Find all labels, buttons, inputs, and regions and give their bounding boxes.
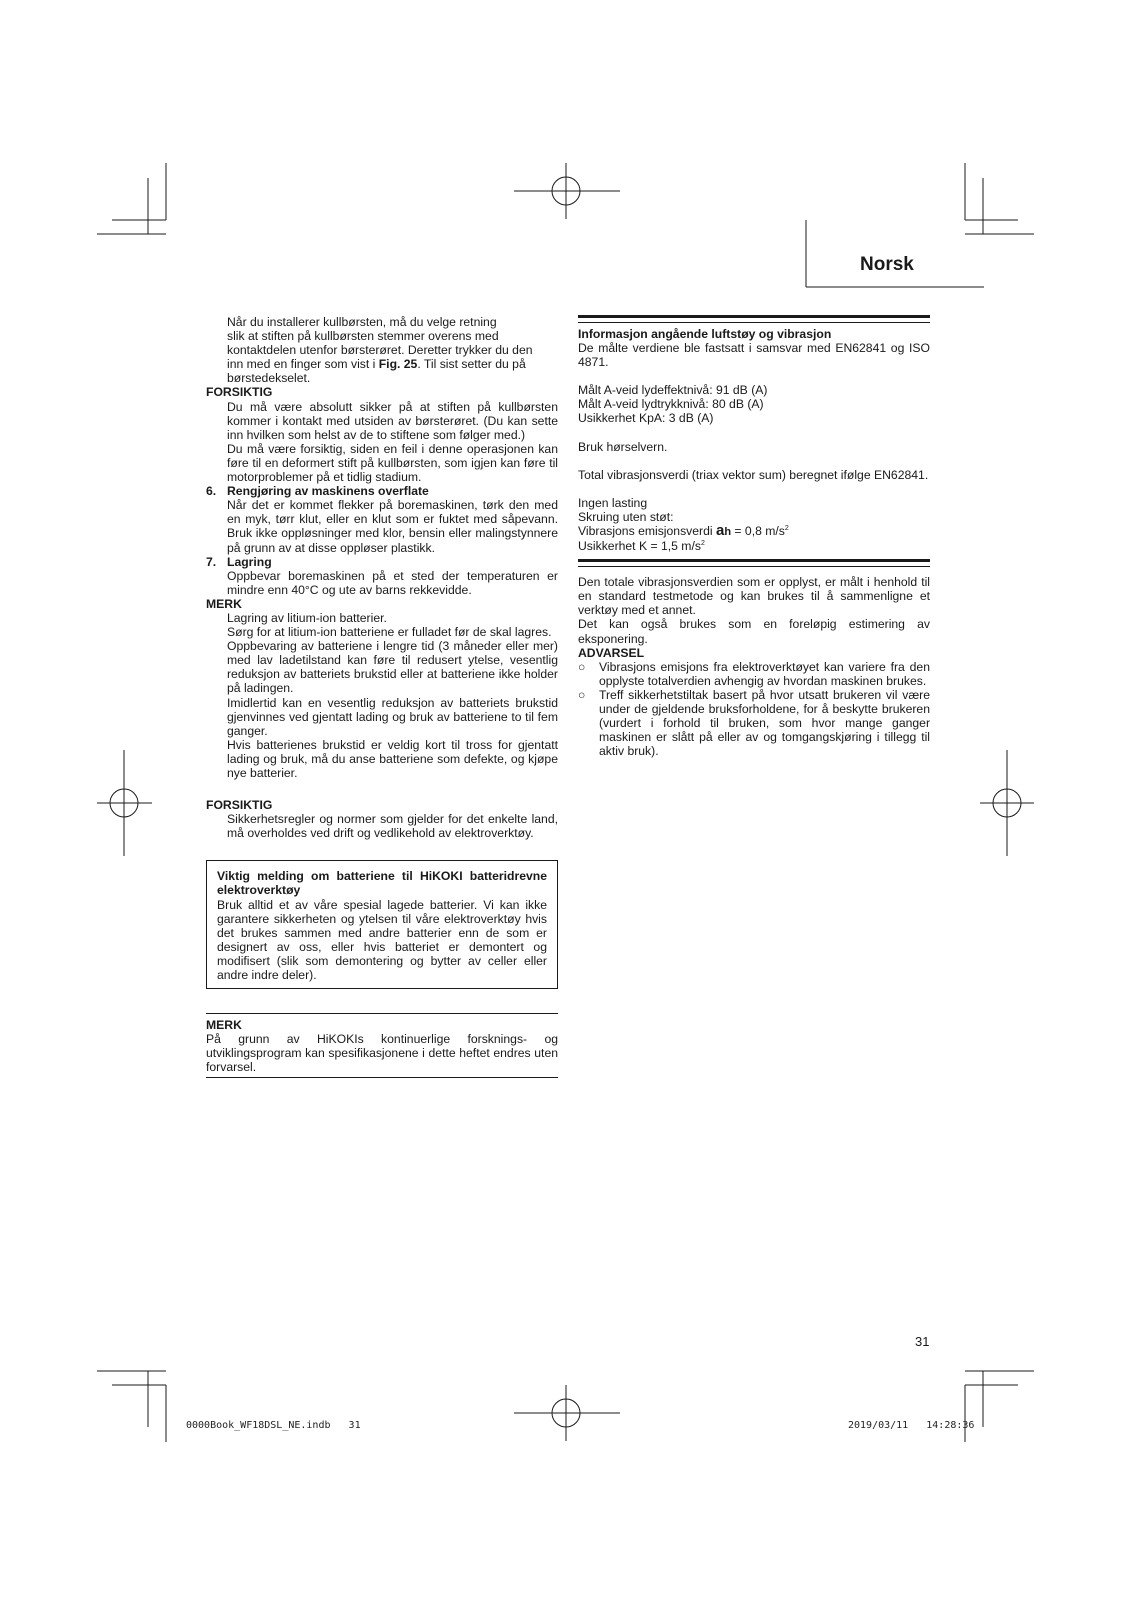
uncertainty-label: Usikkerhet K = 1,5 m/s [578, 539, 701, 554]
note-text: Imidlertid kan en vesentlig reduksjon av batteriets brukstid gjenvinnes ved gjentatt lading og bruk av batteriene to til fem ganger. [227, 695, 558, 738]
battery-notice-heading: Viktig melding om batteriene til HiKOKI batteridrevne elektroverktøy [217, 869, 547, 898]
intro-line: kontaktdelen utenfor børsterøret. Deretter trykker du den [227, 343, 533, 358]
note-text: Lagring av litium-ion batterier. [227, 610, 387, 625]
uncertainty [578, 539, 930, 553]
sound-line: Målt A-veid lydeffektnivå: 91 dB (A) [578, 383, 768, 398]
warning-text: Vibrasjons emisjons fra elektroverktøyet kan variere fra den opplyste totalverdien avhengig av hvordan maskinen brukes. [599, 659, 930, 688]
section-heading-6 [206, 484, 558, 498]
double-rule [578, 315, 930, 323]
section-title: Lagring [227, 554, 272, 569]
spec-change-note [206, 1013, 558, 1077]
warning-text: Treff sikkerhetstiltak basert på hvor utsatt brukeren vil være under de gjeldende bruksforholdene, for å beskytte brukeren (vurdert i forhold til bruken, som hvor mange ganger maskinen er slått på eller av og tomgangskjøring i tillegg til aktiv bruk). [599, 687, 930, 759]
warning-item [578, 660, 930, 688]
print-timestamp: 2019/03/11 14:28:36 [848, 1420, 975, 1431]
vibration-total: Total vibrasjonsverdi (triax vektor sum) beregnet ifølge EN62841. [578, 467, 929, 482]
info-heading: Informasjon angående luftstøy og vibrasjon [578, 327, 832, 341]
intro-line: slik at stiften på kullbørsten stemmer overens med [227, 329, 499, 344]
intro-line-text: inn med en finger som vist i [227, 357, 379, 372]
section-number: 6. [206, 484, 217, 499]
file-info: 0000Book_WF18DSL_NE.indb 31 [186, 1420, 361, 1431]
section-heading-7 [206, 555, 558, 569]
vibration-emission [578, 521, 930, 539]
warning-item [578, 688, 930, 758]
intro-line [227, 357, 558, 371]
section-title: Rengjøring av maskinens overflate [227, 484, 429, 499]
sound-line: Usikkerhet KpA: 3 dB (A) [578, 411, 714, 426]
note-text: Hvis batterienes brukstid er veldig kort til tross for gjentatt lading og bruk, må du anse batteriene som defekte, og kjøpe nye batterier. [227, 737, 558, 780]
info-text: De målte verdiene ble fastsatt i samsvar med EN62841 og ISO 4871. [578, 341, 930, 370]
intro-line: Når du installerer kullbørsten, må du velge retning [227, 315, 497, 329]
no-load: Ingen lasting [578, 495, 648, 510]
language-label: Norsk [860, 254, 914, 275]
vibration-emission-label: Vibrasjons emisjonsverdi [578, 523, 716, 538]
page-number: 31 [915, 1334, 930, 1349]
right-column [578, 315, 930, 758]
caution-heading: FORSIKTIG [206, 798, 273, 813]
battery-notice-box [206, 860, 558, 989]
superscript: 2 [700, 539, 705, 547]
note-text: Sørg for at litium-ion batteriene er fulladet før de skal lagres. [227, 625, 552, 640]
caution-text: Du må være absolutt sikker på at stiften på kullbørsten kommer i kontakt med utsiden av børsterøret. (Du kan sette inn hvilken som helst av de to stiftene som følger med.) [227, 399, 558, 442]
intro-line: børstedekselet. [227, 371, 311, 386]
left-column [206, 315, 558, 1078]
vibration-info: Det kan også brukes som en foreløpig estimering av eksponering. [578, 617, 930, 646]
section-text: Oppbevar boremaskinen på et sted der temperaturen er mindre enn 40°C og ute av barns rekkevidde. [227, 568, 558, 597]
note-text: På grunn av HiKOKIs kontinuerlige forsknings- og utviklingsprogram kan spesifikasjonene i dette heftet endres uten forvarsel. [206, 1032, 558, 1075]
hearing-protection: Bruk hørselvern. [578, 439, 668, 454]
battery-notice-text: Bruk alltid et av våre spesial lagede batterier. Vi kan ikke garantere sikkerheten og ytelsen til våre elektroverktøy hvis det brukes sammen med andre batterier enn de som er designert av oss, eller hvis batteriet er demontert og modifisert (slik som demontering og bytter av celler eller andre indre deler). [217, 897, 547, 983]
note-text: Oppbevaring av batteriene i lengre tid (3 måneder eller mer) med lav ladetilstand kan føre til redusert ytelse, vesentlig reduksjon av batteriets brukstid eller at batteriene ikke holder på ladingen. [227, 639, 558, 696]
circle-bullet-icon: ○ [578, 687, 586, 702]
vibration-symbol: a [715, 521, 725, 539]
fig-reference: Fig. 25 [378, 357, 418, 372]
intro-line-tail: . Til sist setter du på [417, 357, 526, 372]
caution-text: Sikkerhetsregler og normer som gjelder for det enkelte land, må overholdes ved drift og vedlikehold av elektroverktøy. [227, 812, 558, 841]
note-heading: MERK [206, 1018, 242, 1033]
double-rule [578, 559, 930, 567]
vibration-symbol-sub: h [724, 525, 732, 538]
section-text: Når det er kommet flekker på boremaskinen, tørk den med en myk, tørr klut, eller en klut som er fuktet med såpevann. Bruk ikke oppløsninger med klor, bensin eller malingstynnere på grunn av at disse oppløser plastikk. [227, 498, 558, 555]
brush-install-text [206, 315, 558, 385]
sound-line: Målt A-veid lydtrykknivå: 80 dB (A) [578, 397, 764, 412]
vibration-info: Den totale vibrasjonsverdien som er opplyst, er målt i henhold til en standard testmetode og kan brukes til å sammenligne et verktøy med et annet. [578, 575, 930, 618]
circle-bullet-icon: ○ [578, 659, 586, 674]
vibration-emission-value: = 0,8 m/s [731, 523, 785, 538]
section-number: 7. [206, 554, 217, 569]
warning-heading: ADVARSEL [578, 645, 645, 660]
note-heading: MERK [206, 596, 242, 611]
caution-text: Du må være forsiktig, siden en feil i denne operasjonen kan føre til en deformert stift på kullbørsten, som igjen kan føre til motorproblemer på et tidlig stadium. [227, 441, 558, 485]
caution-heading: FORSIKTIG [206, 385, 273, 400]
screwing-mode: Skruing uten støt: [578, 509, 674, 524]
superscript: 2 [784, 524, 789, 532]
